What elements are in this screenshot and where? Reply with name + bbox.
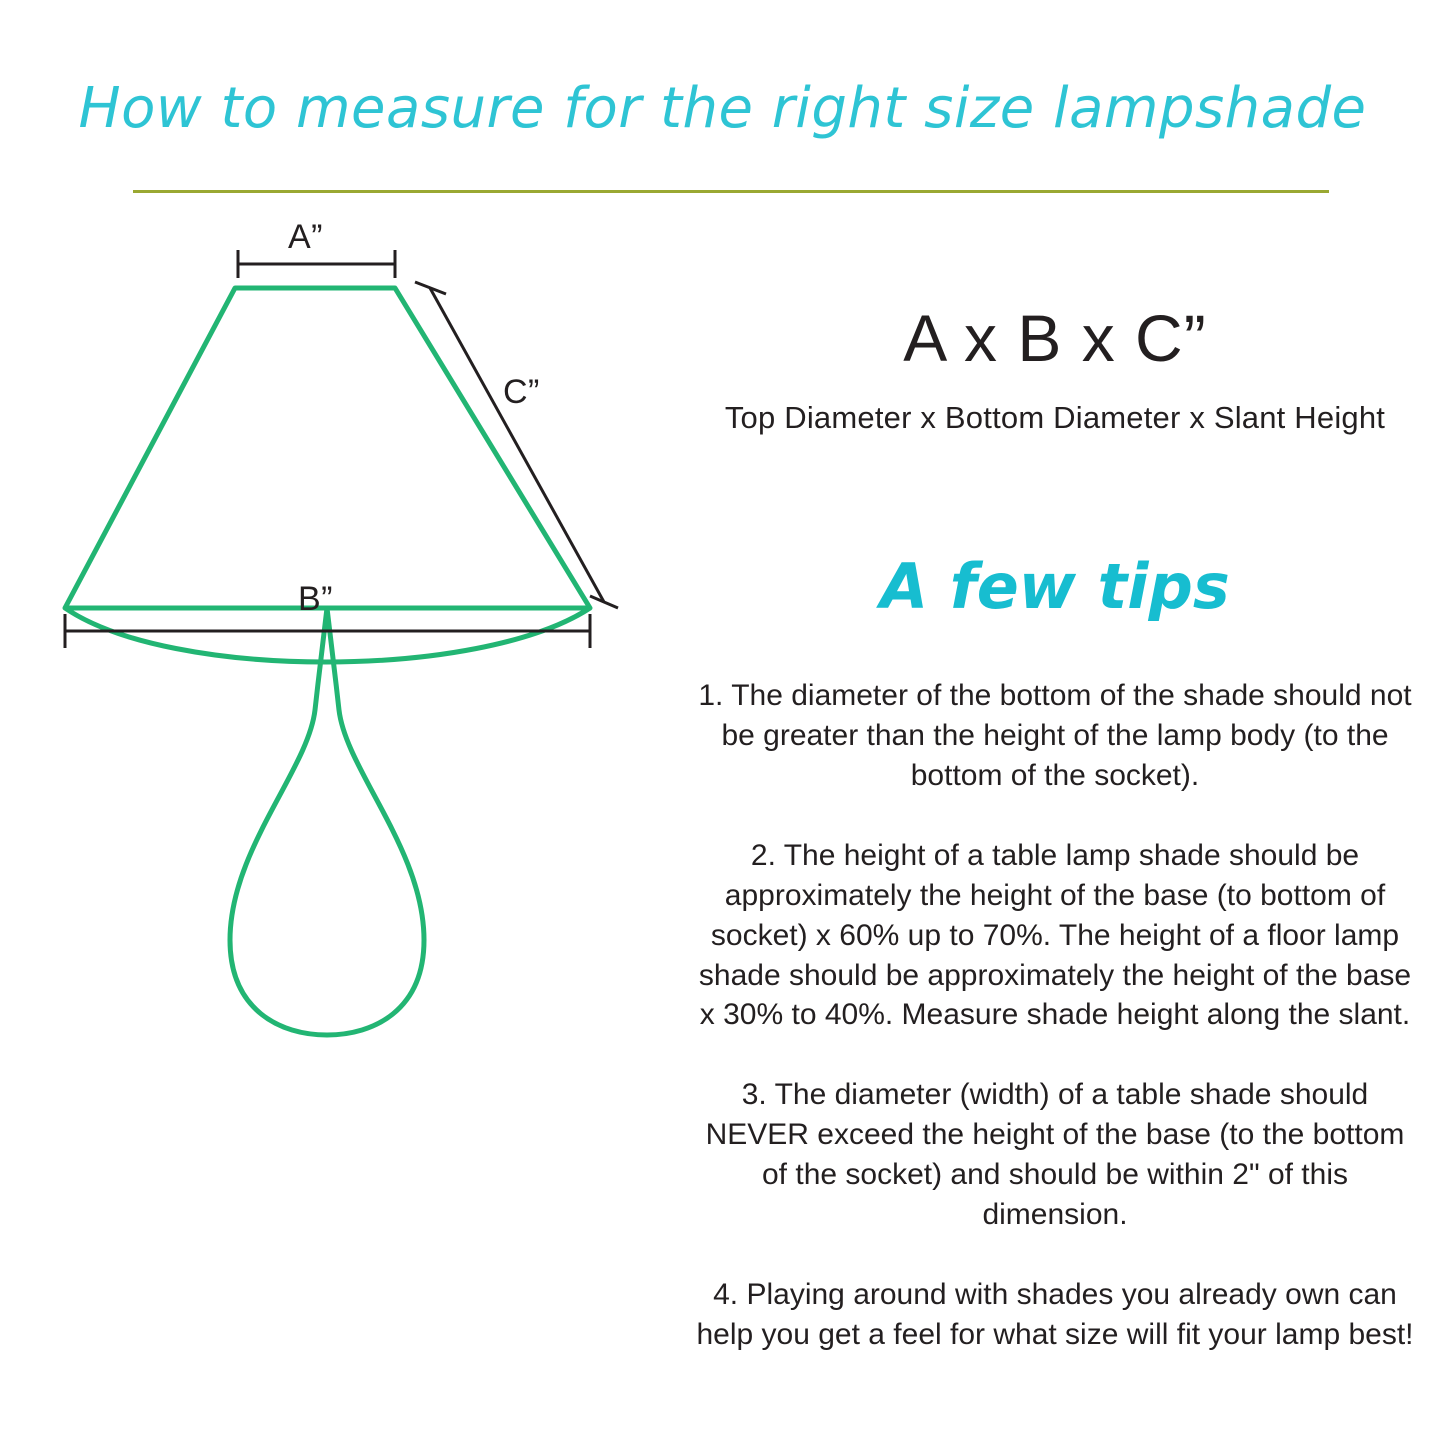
list-item: 2. The height of a table lamp shade should be approximately the height of the base (to bottom of socket) x 60% up to 70%. The height of a floor lamp shade should be approximately the height of the base x 30% to 40%. Measure shade height along the slant.: [698, 838, 1412, 1032]
lamp-base-outline: [230, 608, 424, 1035]
slant-height-dimension: [415, 282, 618, 608]
list-item: 3. The diameter (width) of a table shade should NEVER exceed the height of the base (to the bottom of the socket) and should be within 2" of this dimension.: [705, 1078, 1405, 1231]
formula-description: Top Diameter x Bottom Diameter x Slant Height: [724, 400, 1386, 435]
top-diameter-label: A”: [288, 218, 323, 256]
list-item: 1. The diameter of the bottom of the shade should not be greater than the height of the lamp body (to the bottom of the socket).: [698, 679, 1412, 792]
page-title-block: [0, 78, 1445, 140]
page-title: How to measure for the right size lampshade: [78, 76, 1367, 141]
bottom-diameter-label: B”: [298, 580, 333, 618]
info-panel: [690, 210, 1420, 1355]
tips-list: [690, 676, 1420, 1354]
formula-equation: A x B x C”: [903, 301, 1207, 375]
lampshade-outline: [65, 288, 590, 608]
list-item: 4. Playing around with shades you already own can help you get a feel for what size will fit your lamp best!: [696, 1277, 1414, 1351]
title-divider: [133, 190, 1329, 193]
lamp-diagram: [30, 210, 680, 1080]
slant-height-label: C”: [503, 373, 540, 411]
tips-heading: A few tips: [880, 550, 1230, 624]
lamp-diagram-svg: [30, 210, 680, 1080]
